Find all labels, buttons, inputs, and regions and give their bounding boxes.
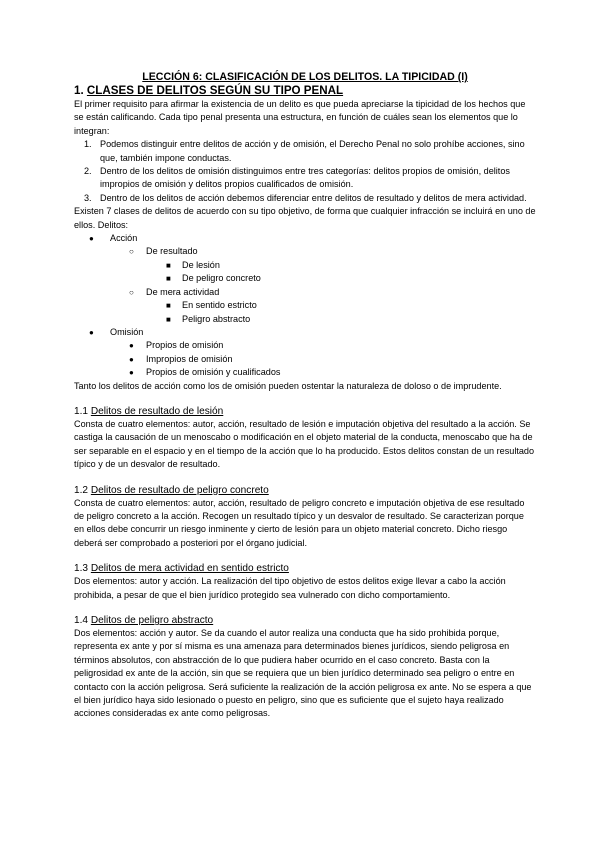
bullet-icon: ● [129,354,134,364]
subsection-heading [74,562,536,575]
tree-label: Impropios de omisión [146,353,233,364]
bullet-icon: ● [129,368,134,378]
subsection-body: Consta de cuatro elementos: autor, acción, resultado de peligro concreto e imputación objetiva de ese resultado de peligro concreto a la acción. Recogen un resultado típico y un desvalor de resultado. Se caracterizan porque en ellos debe concurrir un riesgo inminente y cierto de lesión para un objeto material concreto. Dicho riesgo deberá ser comprobado a posteriori por el órgano judicial. [74,497,525,548]
item-number: 3. [84,192,92,203]
tree-item [74,313,536,326]
tree-label: En sentido estricto [182,300,257,311]
circle-bullet-icon: ○ [129,247,134,257]
subsection-title: Delitos de resultado de peligro concreto [90,484,269,496]
list-item [74,165,536,192]
section-title: CLASES DE DELITOS SEGÚN SU TIPO PENAL [86,84,344,97]
tree-label: De resultado [146,246,198,257]
subsection-number: 1.1 [74,405,89,417]
section-number: 1. [74,84,84,97]
circle-bullet-icon: ○ [129,287,134,297]
tree-item [74,286,536,299]
tree-item [74,245,536,258]
list-item [74,138,536,165]
square-bullet-icon: ■ [166,274,171,284]
tree-item [74,353,536,366]
section-heading [74,84,536,98]
subsection-heading [74,484,536,497]
subsection-number: 1.3 [74,563,89,575]
document-page [74,70,536,721]
tree-item [74,259,536,272]
subsection-heading [74,614,536,627]
tree-label: De mera actividad [146,286,220,297]
subsection-title: Delitos de resultado de lesión [90,405,224,417]
subsection-number: 1.4 [74,615,89,626]
tree-item [74,339,536,352]
tree-item [74,272,536,285]
subsection-body: Dos elementos: autor y acción. La realización del tipo objetivo de estos delitos exige llevar a cabo la acción prohibida, a pesar de que el bien jurídico protegido sea vulnerado con dicho comportamiento. [74,576,506,600]
numbered-list [74,138,536,205]
tree-label: Propios de omisión [146,340,224,351]
subsection-heading [74,405,536,418]
item-number: 2. [84,166,92,177]
bullet-icon: ● [89,327,94,337]
intro-paragraph: El primer requisito para afirmar la existencia de un delito es que pueda apreciarse la tipicidad de los hechos que se están calificando. Cada tipo penal presenta una estructura, en función de cuáles sean los elementos que lo integran: [74,99,526,136]
tree-item [74,232,536,245]
tree-label: Acción [110,233,138,244]
tree-label: Propios de omisión y cualificados [146,367,281,378]
lesson-title: LECCIÓN 6: CLASIFICACIÓN DE LOS DELITOS. LA TIPICIDAD (I) [142,71,468,83]
subsection-number: 1.2 [74,484,89,496]
closing-paragraph: Tanto los delitos de acción como los de omisión pueden ostentar la naturaleza de doloso o de imprudente. [74,380,502,391]
square-bullet-icon: ■ [166,301,171,311]
square-bullet-icon: ■ [166,314,171,324]
classes-intro: Existen 7 clases de delitos de acuerdo con su tipo objetivo, de forma que cualquier infracción se incluirá en uno de ellos. Delitos: [74,206,536,230]
square-bullet-icon: ■ [166,260,171,270]
item-number: 1. [84,139,92,150]
item-text: Dentro de los delitos de acción debemos diferenciar entre delitos de resultado y delitos de mera actividad. [100,192,527,203]
tree-label: Omisión [110,326,144,337]
tree-item [74,326,536,339]
tree-item [74,366,536,379]
crime-classification-tree [74,232,536,379]
item-text: Podemos distinguir entre delitos de acción y de omisión, el Derecho Penal no solo prohíbe acciones, sino que, también impone conductas. [100,139,525,163]
subsection-body: Dos elementos: acción y autor. Se da cuando el autor realiza una conducta que ha sido prohibida porque, representa ex ante y por sí misma es una amenaza para determinados bienes jurídicos, siendo peligrosa en términos absolutos, con abstracción de lo que pudiera haber ocurrido en el caso concreto. Basta con la peligrosidad ex ante de la acción, sin que se requiera que un bien jurídico determinado sea peligro o entre en contacto con la acción peligrosa. Será suficiente la realización de la acción peligrosa ex ante. No se espera a que el bien jurídico haya sido lesionado o puesto en peligro, sino que es suficiente que el sujeto haya realizado acciones consideradas ex ante como peligrosas. [74,628,532,719]
bullet-icon: ● [89,234,94,244]
subsection-body: Consta de cuatro elementos: autor, acción, resultado de lesión e imputación objetiva del resultado a la acción. Se castiga la causación de un menoscabo o modificación en el objeto material de la conducta, menoscabo que ha de ser separable en el espacio y en el tiempo de la acción que lo ha producido. Estos delitos constan de un resultado típico y de un desvalor de resultado. [74,418,535,470]
tree-label: De lesión [182,259,220,270]
subsection-title: Delitos de peligro abstracto [90,615,214,626]
tree-label: De peligro concreto [182,273,261,284]
list-item [74,192,536,205]
item-text: Dentro de los delitos de omisión distinguimos entre tres categorías: delitos propios de omisión, delitos impropios de omisión y delitos propios cualificados de omisión. [100,166,510,190]
tree-item [74,299,536,312]
tree-label: Peligro abstracto [182,313,251,324]
subsection-title: Delitos de mera actividad en sentido estricto [90,563,289,575]
bullet-icon: ● [129,341,134,351]
